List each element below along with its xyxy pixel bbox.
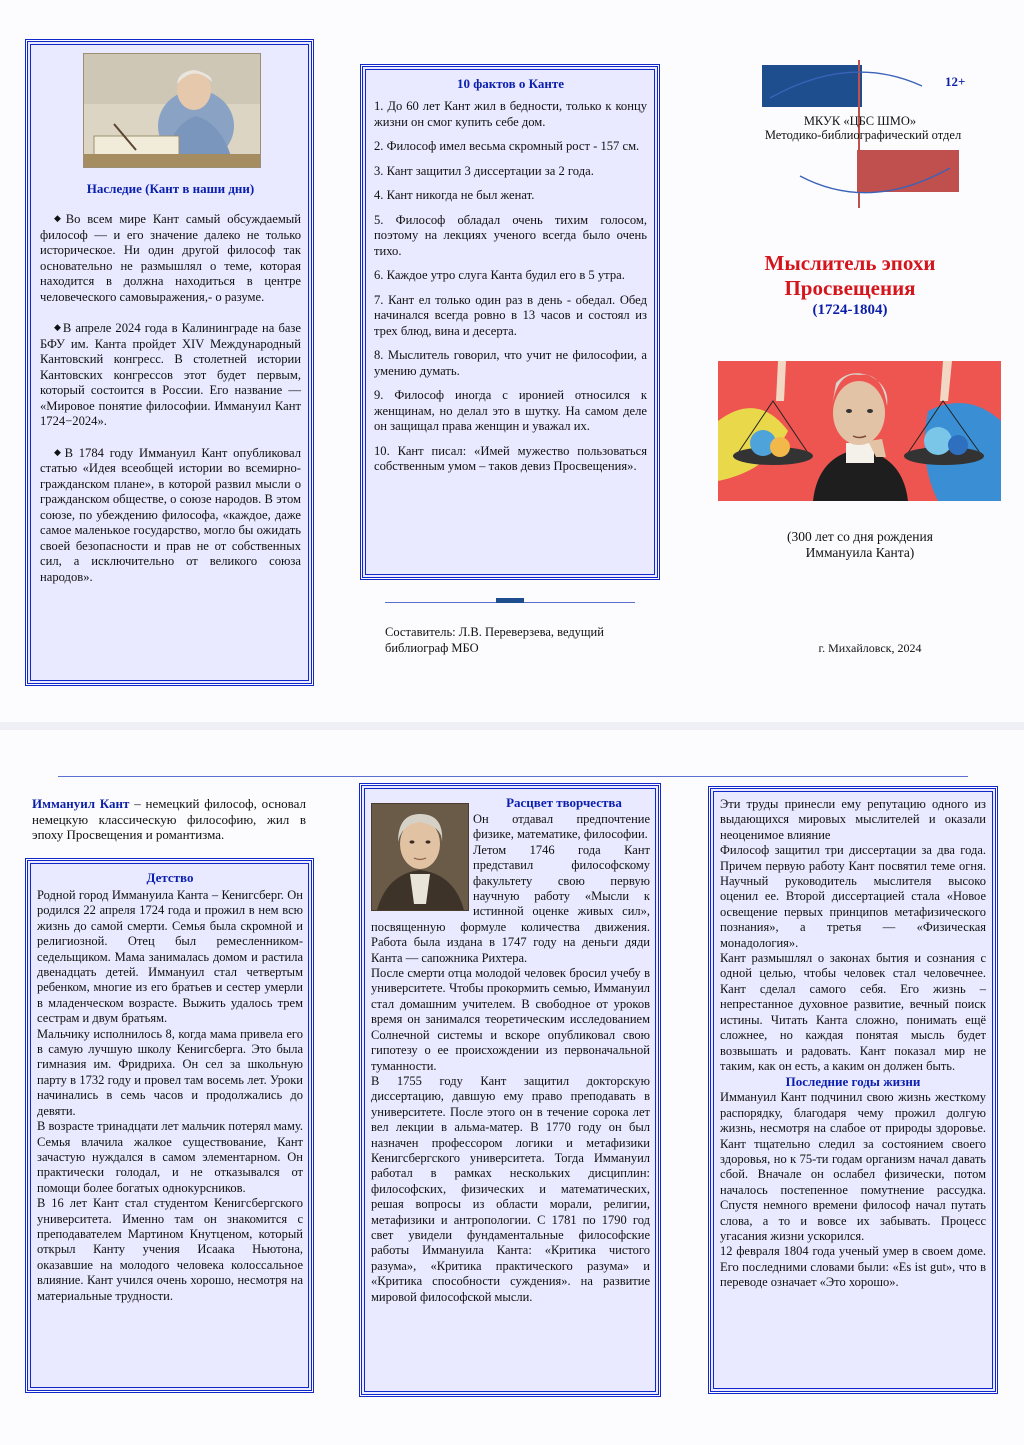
flourish-title: Расцвет творчества xyxy=(506,795,622,810)
fact-item: 9. Философ иногда с иронией относился к женщинам, но делал это в шутку. На самом деле он защищал права женщин и уважал их. xyxy=(374,388,647,433)
legacy-panel xyxy=(27,41,312,684)
facts-panel xyxy=(362,66,658,578)
kant-portrait xyxy=(371,803,469,911)
anniversary-line-1: (300 лет со дня рождения xyxy=(787,529,933,544)
legacy-paragraph-3: В 1784 году Иммануил Кант опубликовал статью «Идея всеобщей истории во всемирно-гражданском плане», в которой развил мысли о гражданском обществе, о союзе народов. В этом союзе, по убеждению философа, «каждое, даже самое маленькое государство, могло бы ожидать своей безопасности и прав не от собственных сил, а исключительно от великого союза народов». xyxy=(40,445,302,584)
childhood-paragraph: В 16 лет Кант стал студентом Кенигсбергского университета. Именно там он знакомится с преподавателем Мартином Кнутценом, который открыл Канту учения Исаака Ньютона, оказавшие на молодого человека колоссальное влияние. Кант учился очень хорошо, несмотря на материальные трудности. xyxy=(37,1196,303,1303)
diamond-icon: ◆ xyxy=(54,213,65,223)
legacy-text xyxy=(40,211,301,585)
lastyears-paragraph: Иммануил Кант подчинил свою жизнь жесткому распорядку, благодаря чему прожил долгую жизнь, несмотря на слабое от природы здоровье. Кант тщательно следил за состоянием своего здоровья, но к 75-ти годам организм начал давать сбой. Вначале он ослабел физически, потом началось постепенное помутнение рассудка. Спустя немного времени философ начал путать слова, а то и вовсе их забывать. Процесс угасания жизни ускорился. xyxy=(720,1090,986,1243)
kant-portrait-image xyxy=(372,804,468,910)
childhood-paragraph: В возрасте тринадцати лет мальчик потерял маму. Семья влачила жалкое существование, Кант зачастую нуждался в самом элементарном. Он практически голодал, и не отказывался от помощи более богатых однокурсников. xyxy=(37,1119,303,1195)
lastyears-paragraph: Эти труды принесли ему репутацию одного из выдающихся мировых мыслителей и оказали неоценимое влияние xyxy=(720,797,986,842)
flourish-lead: Он отдавал предпочтение физике, математике, философии. xyxy=(473,812,650,842)
flourish-paragraph: Летом 1746 года Кант представил философскому факультету свою первую научную работу «Мысли к истинной оценке живых сил», посвященную формуле количества движения. Работа была издана в 1747 году на деньги дяди Канта — сапожника Рихтера. xyxy=(371,842,650,965)
lastyears-panel xyxy=(710,788,996,1392)
cover-years: (1724-1804) xyxy=(812,302,888,318)
facts-list xyxy=(374,99,647,475)
kant-writing-image xyxy=(84,54,260,167)
intro-text xyxy=(32,796,306,843)
flourish-paragraph: В 1755 году Кант защитил докторскую диссертацию, давшую ему право преподавать в университете. После этого он в течение сорока лет вел лекции в альма-матер. В 1770 году он был назначен профессором логики и метафизики Кенигсбергского университета. Тогда Иммануил работал в рамках нескольких дисциплин: философских, физических и математических, решая вопросы из области морали, религии, метафизики и антропологии. С 1781 по 1790 год свет увидели фундаментальные философские работы Иммануила Канта: «Критика чистого разума», «Критика практического разума» и «Критика способности суждения». на развитие мировой философской мысли. xyxy=(371,1073,650,1304)
facts-title: 10 фактов о Канте xyxy=(456,76,565,91)
fact-item: 8. Мыслитель говорил, что учит не философии, а умению думать. xyxy=(374,348,647,378)
department-name: Методико-библиографический отдел xyxy=(764,128,962,142)
fact-item: 2. Философ имел весьма скромный рост - 157 см. xyxy=(374,139,640,153)
legacy-paragraph-1: Во всем мире Кант самый обсуждаемый философ — и его значение далеко не только историческое. Ни один другой философ так основательно не размышлял о теме, которая находится в должна находиться в центре человеческого самовыражения,- о разуме. xyxy=(40,212,302,304)
fact-item: 4. Кант никогда не был женат. xyxy=(374,188,535,202)
kant-writing-portrait xyxy=(83,53,261,168)
cover-title-line-2: Просвещения xyxy=(784,276,916,300)
legacy-paragraph-2: В апреле 2024 года в Калининграде на базе БФУ им. Канта пройдет XIV Международный Кантовский конгресс. В столетней истории Кантовских конгрессов этот будет первым, который состоится в России. Его название — «Мировое понятие философии. Иммануил Кант 1724−2024». xyxy=(40,321,302,428)
intro-name: Иммануил Кант xyxy=(32,796,130,811)
kant-scales-image xyxy=(718,361,1001,501)
diamond-icon: ◆ xyxy=(54,446,64,457)
publication-place: г. Михайловск, 2024 xyxy=(818,641,922,655)
fact-item: 5. Философ обладал очень тихим голосом, поэтому на лекциях ученого всегда было очень тихо. xyxy=(374,212,647,258)
fact-item: 1. До 60 лет Кант жил в бедности, только к концу жизни он смог купить себе дом. xyxy=(374,99,647,129)
fact-item: 6. Каждое утро слуга Канта будил его в 5 утра. xyxy=(374,268,625,282)
anniversary-line-2: Иммануила Канта) xyxy=(805,545,915,560)
childhood-paragraph: Мальчику исполнилось 8, когда мама привела его в самую лучшую школу Кенигсберга. Это была гимназия им. Фридриха. Он сел за школьную парту в 1732 году и провел там восемь лет. Уроки начинались в семь часов и продолжались до девяти. xyxy=(37,1026,303,1118)
organization-name: МКУК «ЦБС ШМО» xyxy=(803,114,917,128)
lastyears-bottom-text xyxy=(720,1090,986,1290)
fact-item: 7. Кант ел только один раз в день - обедал. Обед начинался всегда ровно в 13 часов и состоял из трех блюд, вина и десерта. xyxy=(374,292,647,338)
fact-item: 10. Кант писал: «Имей мужество пользоваться собственным умом – таков девиз Просвещения». xyxy=(374,443,647,473)
flourish-paragraph: После смерти отца молодой человек бросил учебу в университете. Чтобы прокормить семью, Иммануил стал домашним учителем. В свободное от уроков время он занимался теоретическим исследованием Солнечной системы и вскоре опубликовал свою гипотезу о ее происхождении из первоначальной туманности. xyxy=(371,966,650,1073)
compiler-credit: Составитель: Л.В. Переверзева, ведущий библиограф МБО xyxy=(385,625,604,655)
lastyears-paragraph: Кант размышлял о законах бытия и сознания с одной целью, чтобы человек стал человечнее. Кант сделал самого себя. Его жизнь – непрестанное духовное развитие, вечный поиск истины. Читать Канта сложно, понимать ещё сложнее, но каждая понятая мысль будет возвышать и радовать. Кант показал мир не таким, как он есть, а каким он должен быть. xyxy=(720,951,986,1073)
childhood-text xyxy=(37,888,303,1304)
lastyears-paragraph: 12 февраля 1804 года ученый умер в своем доме. Его последними словами были: «Es ist gut», что в переводе означает «Это хорошо». xyxy=(720,1244,986,1290)
kant-balance-illustration xyxy=(718,361,1001,501)
fact-item: 3. Кант защитил 3 диссертации за 2 года. xyxy=(374,163,594,178)
cover-title-line-1: Мыслитель эпохи xyxy=(764,251,936,275)
diamond-icon: ◆ xyxy=(54,322,62,332)
compiler-rule-mark xyxy=(496,598,524,603)
back-top-rule xyxy=(58,776,968,777)
intro-description: – немецкий философ, основал немецкую классическую философию, жил в эпоху Просвещения и романтизма. xyxy=(32,796,307,843)
lastyears-title: Последние годы жизни xyxy=(785,1074,921,1090)
childhood-panel xyxy=(27,860,312,1391)
legacy-title: Наследие (Кант в наши дни) xyxy=(86,181,255,196)
childhood-title: Детство xyxy=(146,870,194,885)
childhood-paragraph: Родной город Иммануила Канта – Кенигсберг. Он родился 22 апреля 1724 года и прожил в нем всю жизнь до самой смерти. Семья была скромной и религиозной. Отец был ремесленником-седельщиком. Мама занималась домом и растила двенадцать детей. Иммануил стал четвертым ребенком, многие из его братьев и сестер умерли в младенческом возрасте. Выжить удалось трем сестрам и двум братьям. xyxy=(37,888,303,1026)
age-rating: 12+ xyxy=(945,74,966,89)
sheet-divider xyxy=(0,722,1024,730)
flourish-panel xyxy=(361,785,659,1395)
lastyears-top-text xyxy=(720,797,986,1074)
lastyears-paragraph: Философ защитил три диссертации за два года. Причем первую работу Кант посвятил теме огня. Научный руководитель мыслителя высоко оценил ее. Второй диссертацией стала «Новое освещение первых принципов метафизического познания», а третья — «Физическая монадология». xyxy=(720,843,986,950)
